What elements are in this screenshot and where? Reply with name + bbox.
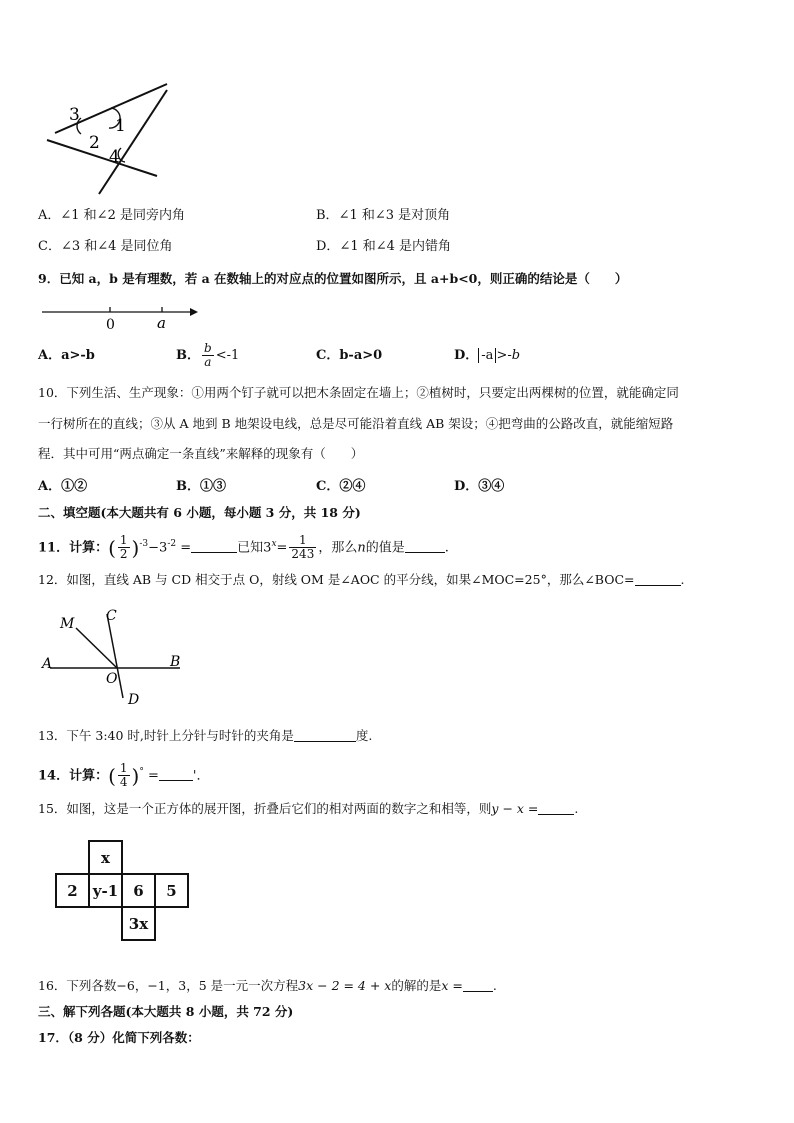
- section-3-heading: 三、解下列各题(本大题共 8 小题，共 72 分): [38, 1004, 294, 1019]
- q9-option-b: B． $\frac{b}{a}$ <-1: [176, 341, 240, 369]
- q9-stem: 9．已知 a，b 是有理数，若 a 在数轴上的对应点的位置如图所示，且 a+b<0，则正确的结论是（ ）: [38, 271, 628, 286]
- q8-option-a: A．∠1 和∠2 是同旁内角: [38, 208, 185, 223]
- q13: 13．下午 3:40 时,时针上分针与时针的夹角是 度.: [38, 728, 373, 743]
- net-cell-bottom: 3x: [121, 906, 156, 941]
- point-label-o: O: [106, 671, 118, 687]
- q15-stem: 15．如图，这是一个正方体的展开图，折叠后它们的相对两面的数字之和相等，则y − x = .: [38, 801, 579, 816]
- q9-option-c: C．b-a>0: [316, 348, 383, 363]
- q9-option-a: A．a>-b: [38, 348, 95, 363]
- q10-option-c: C．②④: [316, 479, 366, 494]
- section-2-heading: 二、填空题(本大题共有 6 小题，每小题 3 分，共 18 分): [38, 505, 361, 520]
- angle-label-3: 3: [69, 105, 80, 125]
- net-cell-top: x: [88, 840, 123, 875]
- point-label-d: D: [128, 692, 140, 706]
- angle-figure: [45, 78, 175, 198]
- net-cell-3: 6: [121, 873, 156, 908]
- q17-stem: 17．（8 分）化简下列各数：: [38, 1030, 200, 1045]
- q12-stem: 12．如图，直线 AB 与 CD 相交于点 O，射线 OM 是∠AOC 的平分线，如果∠MOC=25°，那么∠BOC= .: [38, 572, 685, 587]
- angle-label-2: 2: [89, 133, 100, 153]
- number-line: [40, 304, 200, 334]
- point-label-a: A: [42, 656, 53, 672]
- number-line-zero: 0: [106, 317, 115, 333]
- q10-option-b: B．①③: [176, 479, 226, 494]
- angle-label-1: 1: [115, 116, 126, 136]
- point-label-m: M: [60, 616, 75, 632]
- net-cell-4: 5: [154, 873, 189, 908]
- q9-option-d: D． -a >-b: [454, 348, 521, 363]
- net-cell-2: y-1: [88, 873, 123, 908]
- q10-line-1: 10．下列生活、生产现象：①用两个钉子就可以把木条固定在墙上；②植树时，只要定出两棵树的位置，就能确定同: [38, 385, 679, 400]
- number-line-a: a: [157, 314, 166, 332]
- q10-line-3: 程．其中可用“两点确定一条直线”来解释的现象有（ ）: [38, 446, 364, 461]
- q14: 14．计算：( $\frac{1}{4}$ )° = '．: [38, 761, 210, 790]
- point-label-c: C: [106, 608, 117, 624]
- net-cell-1: 2: [55, 873, 90, 908]
- q8-option-c: C．∠3 和∠4 是同位角: [38, 239, 173, 254]
- intersecting-lines-figure: [40, 606, 190, 706]
- q10-option-a: A．①②: [38, 479, 88, 494]
- q10-line-2: 一行树所在的直线；③从 A 地到 B 地架设电线，总是尽可能沿着直线 AB 架设；④把弯曲的公路改直，就能缩短路: [38, 416, 674, 431]
- point-label-b: B: [170, 654, 181, 670]
- q8-option-b: B．∠1 和∠3 是对顶角: [316, 208, 451, 223]
- angle-label-4: 4: [109, 147, 120, 167]
- q8-option-d: D．∠1 和∠4 是内错角: [316, 239, 452, 254]
- q11: 11．计算：( $\frac{1}{2}$ )$^{-3}-3^{-2}$ = 已知$3^x=$ $\frac{1}{243}$ ，那么n的值是 .: [38, 533, 449, 562]
- q10-option-d: D．③④: [454, 479, 505, 494]
- q16: 16．下列各数−6，−1，3，5 是一元一次方程3x − 2 = 4 + x的解的是x = .: [38, 978, 497, 993]
